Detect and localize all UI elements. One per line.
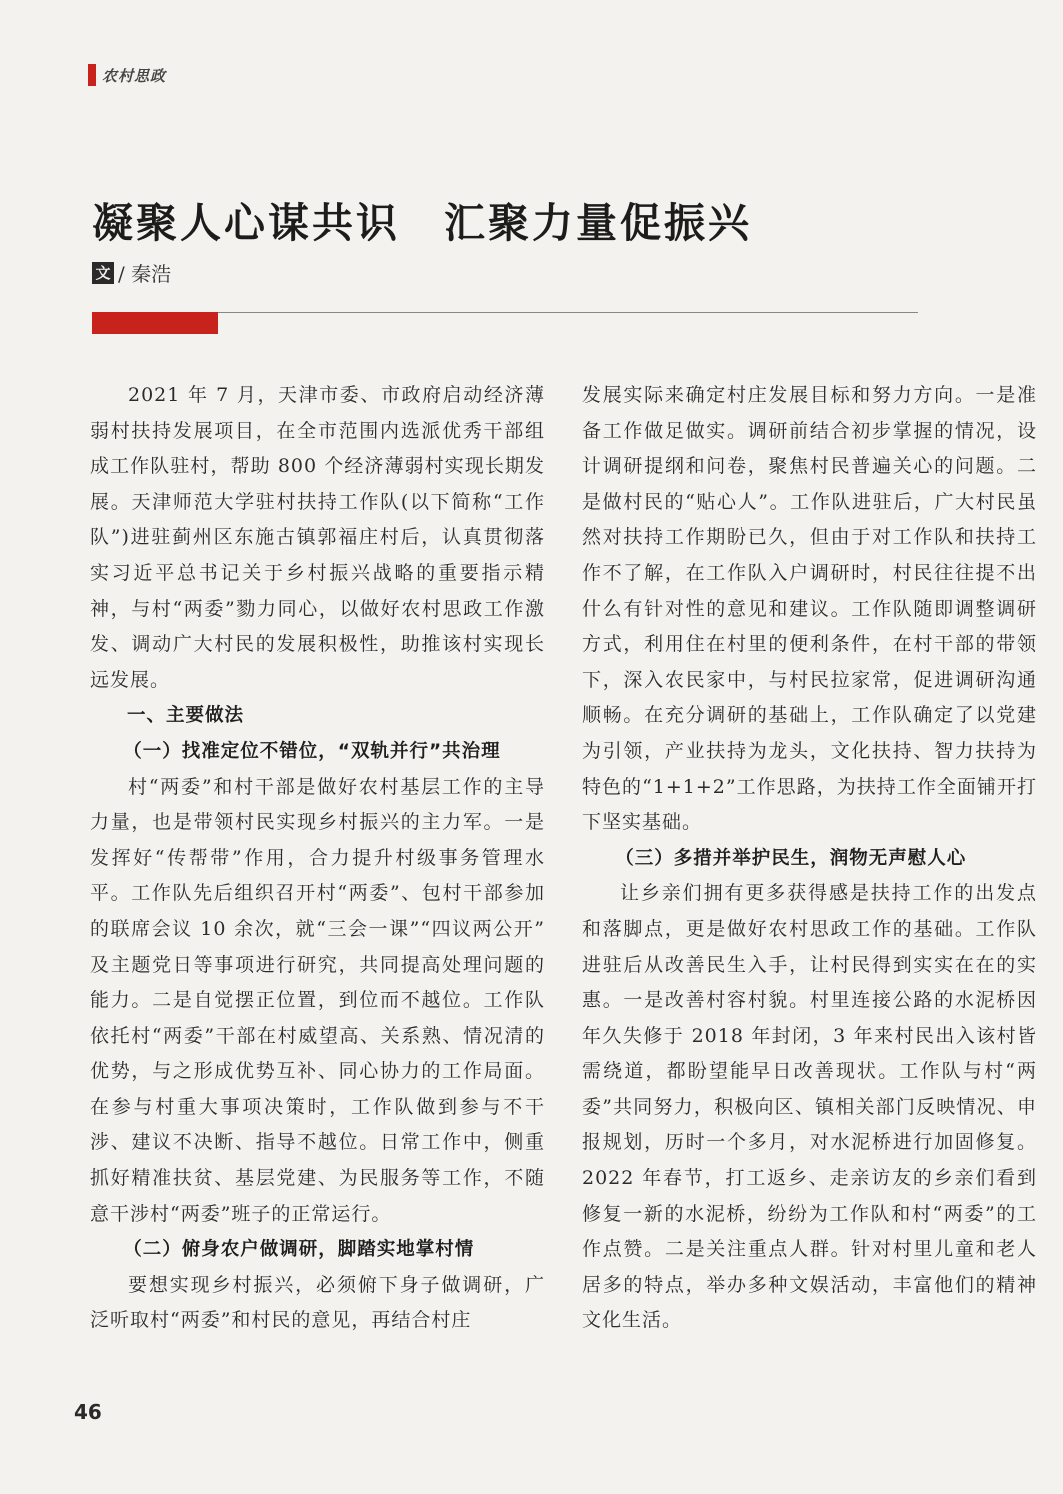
- page-number: 46: [74, 1400, 102, 1424]
- body-paragraph-research-start: 要想实现乡村振兴，必须俯下身子做调研，广泛听取村“两委”和村民的意见，再结合村庄: [90, 1273, 545, 1332]
- intro-paragraph: 2021 年 7 月，天津市委、市政府启动经济薄弱村扶持发展项目，在全市范围内选派优秀干部组成工作队驻村，帮助 800 个经济薄弱村实现长期发展。天津师范大学驻村扶持工作队(以下简称“工作队”)进驻蓟州区东施古镇郭福庄村后，认真贯彻落实习近平总书记关于乡村振兴战略的重要指示精神，与村“两委”勠力同心，以做好农村思政工作激发、调动广大村民的发展积极性，助推该村实现长远发展。: [90, 384, 545, 691]
- right-column: [582, 378, 1037, 1339]
- subheading-positioning: （一）找准定位不错位，“双轨并行”共治理: [123, 740, 501, 762]
- subheading-research: （二）俯身农户做调研，脚踏实地掌村情: [123, 1239, 475, 1261]
- section-tag-bar: [88, 64, 96, 86]
- title-accent-bar: [92, 312, 218, 334]
- body-paragraph-positioning: 村“两委”和村干部是做好农村基层工作的主导力量，也是带领村民实现乡村振兴的主力军。一是发挥好“传帮带”作用，合力提升村级事务管理水平。工作队先后组织召开村“两委”、包村干部参加的联席会议 10 余次，就“三会一课”“四议两公开” 及主题党日等事项进行研究，共同提高处理问题的能力。二是自觉摆正位置，到位而不越位。工作队依托村“两委”干部在村威望高、关系熟、情况清的优势，与之形成优势互补、同心协力的工作局面。在参与村重大事项决策时，工作队做到参与不干涉、建议不决断、指导不越位。日常工作中，侧重抓好精准扶贫、基层党建、为民服务等工作，不随意干涉村“两委”班子的正常运行。: [90, 775, 545, 1225]
- title-divider-line: [218, 312, 918, 313]
- section-tag-label: 农村思政: [102, 66, 167, 85]
- subheading-livelihood: （三）多措并举护民生，润物无声慰人心: [615, 847, 967, 869]
- article-title: 凝聚人心谋共识 汇聚力量促振兴: [92, 199, 752, 247]
- body-paragraph-research-cont: 发展实际来确定村庄发展目标和努力方向。一是准备工作做足做实。调研前结合初步掌握的情况，设计调研提纲和问卷，聚焦村民普遍关心的问题。二是做村民的“贴心人”。工作队进驻后，广大村民虽然对扶持工作期盼已久，但由于对工作队和扶持工作不了解，在工作队入户调研时，村民往往提不出什么有针对性的意见和建议。工作队随即调整调研方式，利用住在村里的便利条件，在村干部的带领下，深入农民家中，与村民拉家常，促进调研沟通顺畅。在充分调研的基础上，工作队确定了以党建为引领，产业扶持为龙头，文化扶持、智力扶持为特色的“1+1+2”工作思路，为扶持工作全面铺开打下坚实基础。: [582, 384, 1037, 834]
- section-tag: [88, 64, 166, 86]
- left-column: [90, 378, 545, 1339]
- author-name: / 秦浩: [118, 262, 172, 286]
- byline: [92, 258, 171, 287]
- byline-wen-icon: 文: [92, 262, 114, 284]
- body-paragraph-livelihood: 让乡亲们拥有更多获得感是扶持工作的出发点和落脚点，更是做好农村思政工作的基础。工作队进驻后从改善民生入手，让村民得到实实在在的实惠。一是改善村容村貌。村里连接公路的水泥桥因年久失修于 2018 年封闭，3 年来村民出入该村皆需绕道，都盼望能早日改善现状。工作队与村“两委”共同努力，积极向区、镇相关部门反映情况、申报规划，历时一个多月，对水泥桥进行加固修复。2022 年春节，打工返乡、走亲访友的乡亲们看到修复一新的水泥桥，纷纷为工作队和村“两委”的工作点赞。二是关注重点人群。针对村里儿童和老人居多的特点，举办多种文娱活动，丰富他们的精神文化生活。: [582, 882, 1037, 1332]
- section-heading-main-practices: 一、主要做法: [127, 705, 245, 727]
